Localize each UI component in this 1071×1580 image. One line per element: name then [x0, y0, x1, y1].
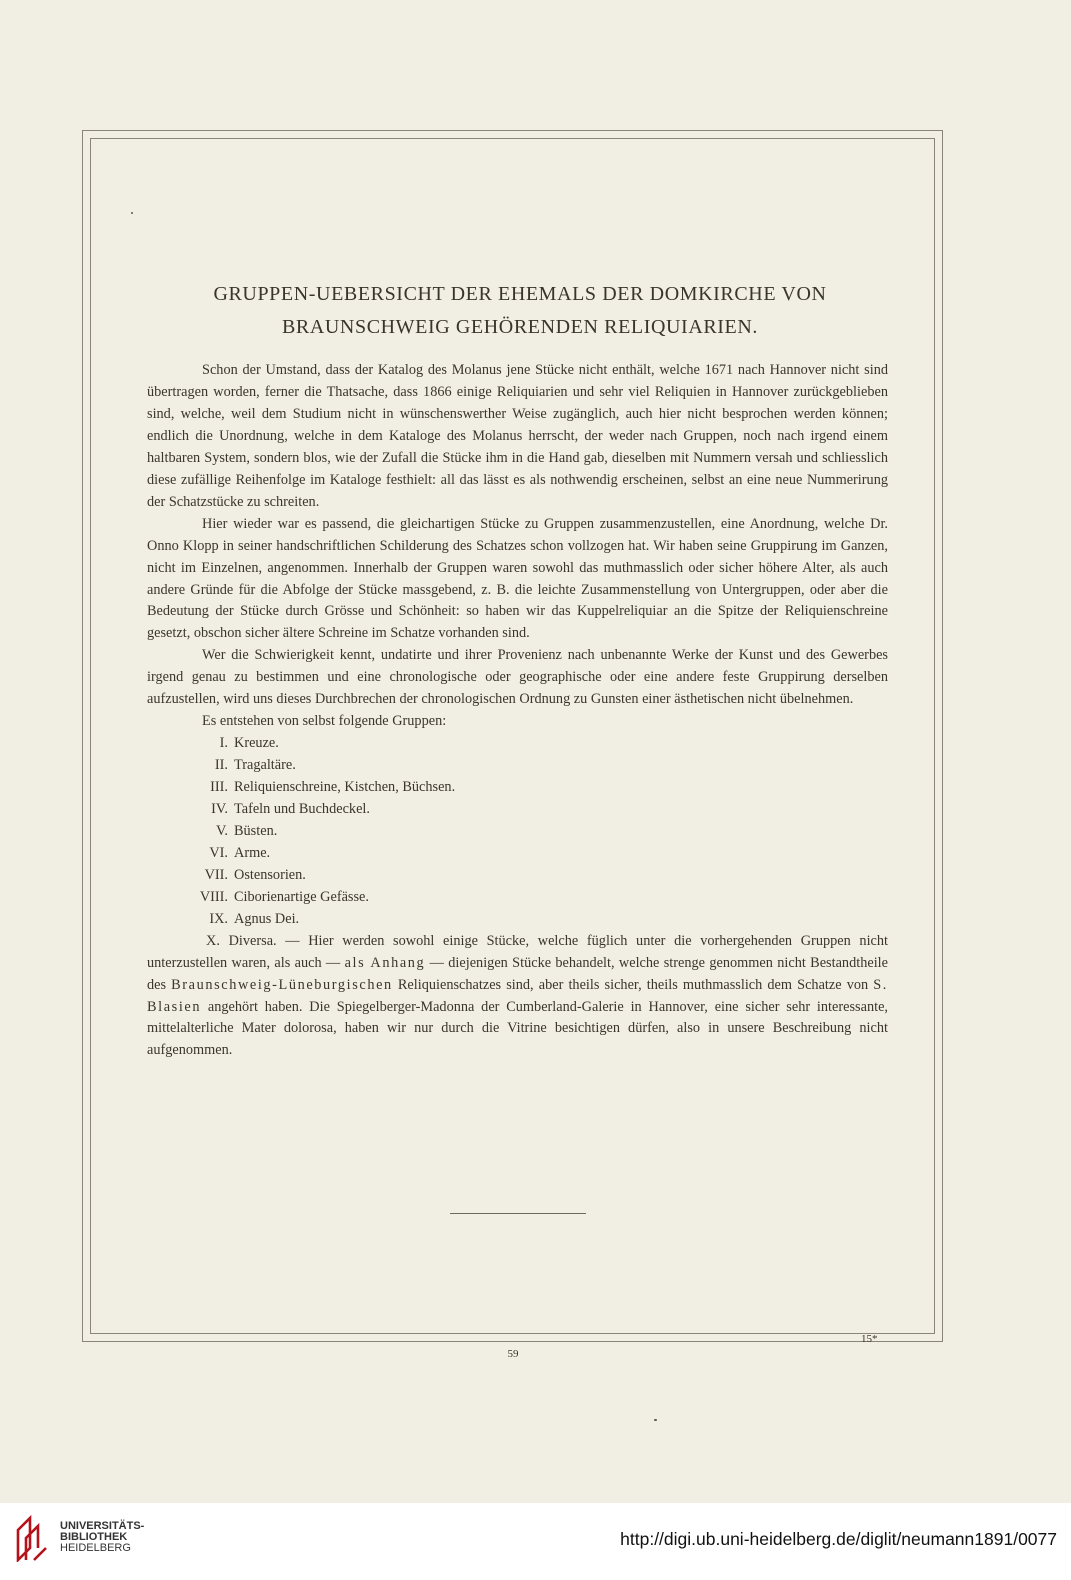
group-label: Büsten.	[234, 822, 278, 839]
paragraph-3: Wer die Schwierigkeit kennt, undatirte und ihrer Provenienz nach unbenannte Werke der Kunst und des Gewerbes irgend genau zu bestimmen und eine chronologische oder geographische oder eine andere feste Gruppirung derselben aufzustellen, wird uns dieses Durchbrechen der chronologischen Ordnung zu Gunsten einer ästhetischen nicht übelnehmen.	[147, 647, 888, 708]
group-item	[147, 909, 888, 931]
logo-stroke	[26, 1526, 38, 1560]
library-name	[60, 1521, 144, 1554]
group-number: VIII.	[199, 888, 228, 905]
paragraph-2: Hier wieder war es passend, die gleichartigen Stücke zu Gruppen zusammenzustellen, eine Anordnung, welche Dr. Onno Klopp in seiner handschriftlichen Schilderung des Schatzes schon vollzogen hat. Wir haben seine Gruppirung im Ganzen, nicht im Einzelnen, angenommen. Innerhalb der Gruppen waren sowohl das muthmasslich oder sicher höhere Alter, als auch andere Gründe für die Abfolge der Stücke massgebend, z. B. die leichte Zusammenstellung von Untergruppen, oder aber die Bedeutung der Stücke durch Grösse und Schönheit: so haben wir das Kuppelreliquiar an die Spitze der Reliquienschreine gesetzt, obschon sicher ältere Schreine im Schatze vorhanden sind.	[147, 515, 888, 642]
paper-speck	[654, 1419, 657, 1421]
group-label: Reliquienschreine, Kistchen, Büchsen.	[234, 779, 456, 796]
logo-strokes	[18, 1518, 46, 1560]
permalink-url[interactable]: http://digi.ub.uni-heidelberg.de/diglit/neumann1891/0077	[620, 1529, 1057, 1549]
logo-stroke	[34, 1548, 46, 1560]
group-number: VII.	[204, 866, 228, 883]
paragraph-1: Schon der Umstand, dass der Katalog des Molanus jene Stücke nicht enthält, welche 1671 nach Hannover nicht sind übertragen worden, ferner die Thatsache, dass 1866 einige Reliquiarien und sehr viel Reliquien in Hannover zurückgeblieben sind, welche, weil dem Studium nicht in wünschenswerther Weise zugänglich, auch hier nicht besprochen werden können; endlich die Unordnung, welche in dem Kataloge des Molanus herrscht, der weder nach Gruppen, noch nach irgend einem haltbaren System, sondern blos, wie der Zufall die Stücke ihm in die Hand gab, dieselben mit Nummern versah und schliesslich diese zufällige Reihenfolge im Kataloge festhielt: all das lässt es als nothwendig erscheinen, selbst an eine neue Nummerirung der Schatzstücke zu schreiten.	[147, 362, 888, 510]
group-label: Agnus Dei.	[234, 910, 300, 927]
diversa-lead: Diversa. — Hier werden sowohl einige Stücke, welche füglich unter die vorhergehenden Gruppen nicht unterzustellen waren, als auch —	[147, 932, 889, 971]
group-label: Kreuze.	[234, 735, 279, 752]
diversa-spaced-braunschweig: Braunschweig-Lüneburgischen	[171, 976, 393, 993]
title-line-1: GRUPPEN-UEBERSICHT DER EHEMALS DER DOMKIRCHE VON	[213, 283, 827, 305]
group-item	[147, 799, 888, 821]
diversa-tail: angehört haben. Die Spiegelberger-Madonna der Cumberland-Galerie in Hannover, eine sicher sehr interessante, mittelalterliche Mater dolorosa, haben wir nur durch die Vitrine besichtigen dürfen, also in unsere Beschreibung nicht aufgenommen.	[147, 998, 888, 1059]
group-item	[147, 777, 888, 799]
group-number: II.	[214, 757, 228, 774]
groups-intro: Es entstehen von selbst folgende Gruppen:	[202, 713, 447, 730]
groups-list	[147, 733, 888, 930]
library-line-3: HEIDELBERG	[60, 1542, 131, 1554]
group-number: IV.	[211, 801, 228, 818]
page-number: 59	[507, 1348, 519, 1360]
logo-stroke	[18, 1518, 30, 1560]
group-item	[147, 821, 888, 843]
group-number: III.	[210, 779, 228, 796]
diversa-number: X.	[206, 932, 220, 949]
group-label: Tafeln und Buchdeckel.	[234, 801, 370, 818]
diversa-spaced-blasien: S. Blasien	[147, 976, 888, 1015]
library-line-2: BIBLIOTHEK	[60, 1531, 128, 1543]
diversa-paragraph	[147, 931, 888, 1063]
body-text	[147, 360, 888, 1062]
digitization-footer	[0, 1503, 1071, 1580]
closing-rule	[450, 1213, 586, 1214]
group-label: Arme.	[234, 844, 271, 861]
diversa-spaced-anhang: als Anhang	[344, 954, 426, 971]
group-number: I.	[219, 735, 228, 752]
group-number: IX.	[209, 910, 228, 927]
paper-speck	[131, 212, 133, 214]
group-number: VI.	[209, 844, 228, 861]
group-item	[147, 755, 888, 777]
group-item	[147, 733, 888, 755]
group-label: Ciborienartige Gefässe.	[234, 888, 369, 905]
group-item	[147, 865, 888, 887]
signature-mark: 15*	[861, 1333, 878, 1345]
diversa-mid-2: Reliquienschatzes sind, aber theils sicher, theils muthmasslich dem Schatze von	[392, 976, 874, 993]
group-item	[147, 887, 888, 909]
diversa-mid-1: — diejenigen Stücke behandelt, welche strenge genommen nicht Bestandtheile des	[147, 954, 888, 993]
group-item	[147, 843, 888, 865]
group-number: V.	[215, 822, 228, 839]
library-line-1: UNIVERSITÄTS-	[60, 1520, 145, 1532]
group-label: Tragaltäre.	[234, 757, 296, 774]
page-title	[140, 278, 900, 344]
title-line-2: BRAUNSCHWEIG GEHÖRENDEN RELIQUIARIEN.	[281, 316, 759, 338]
library-logo-icon	[16, 1514, 50, 1562]
group-label: Ostensorien.	[234, 866, 306, 883]
